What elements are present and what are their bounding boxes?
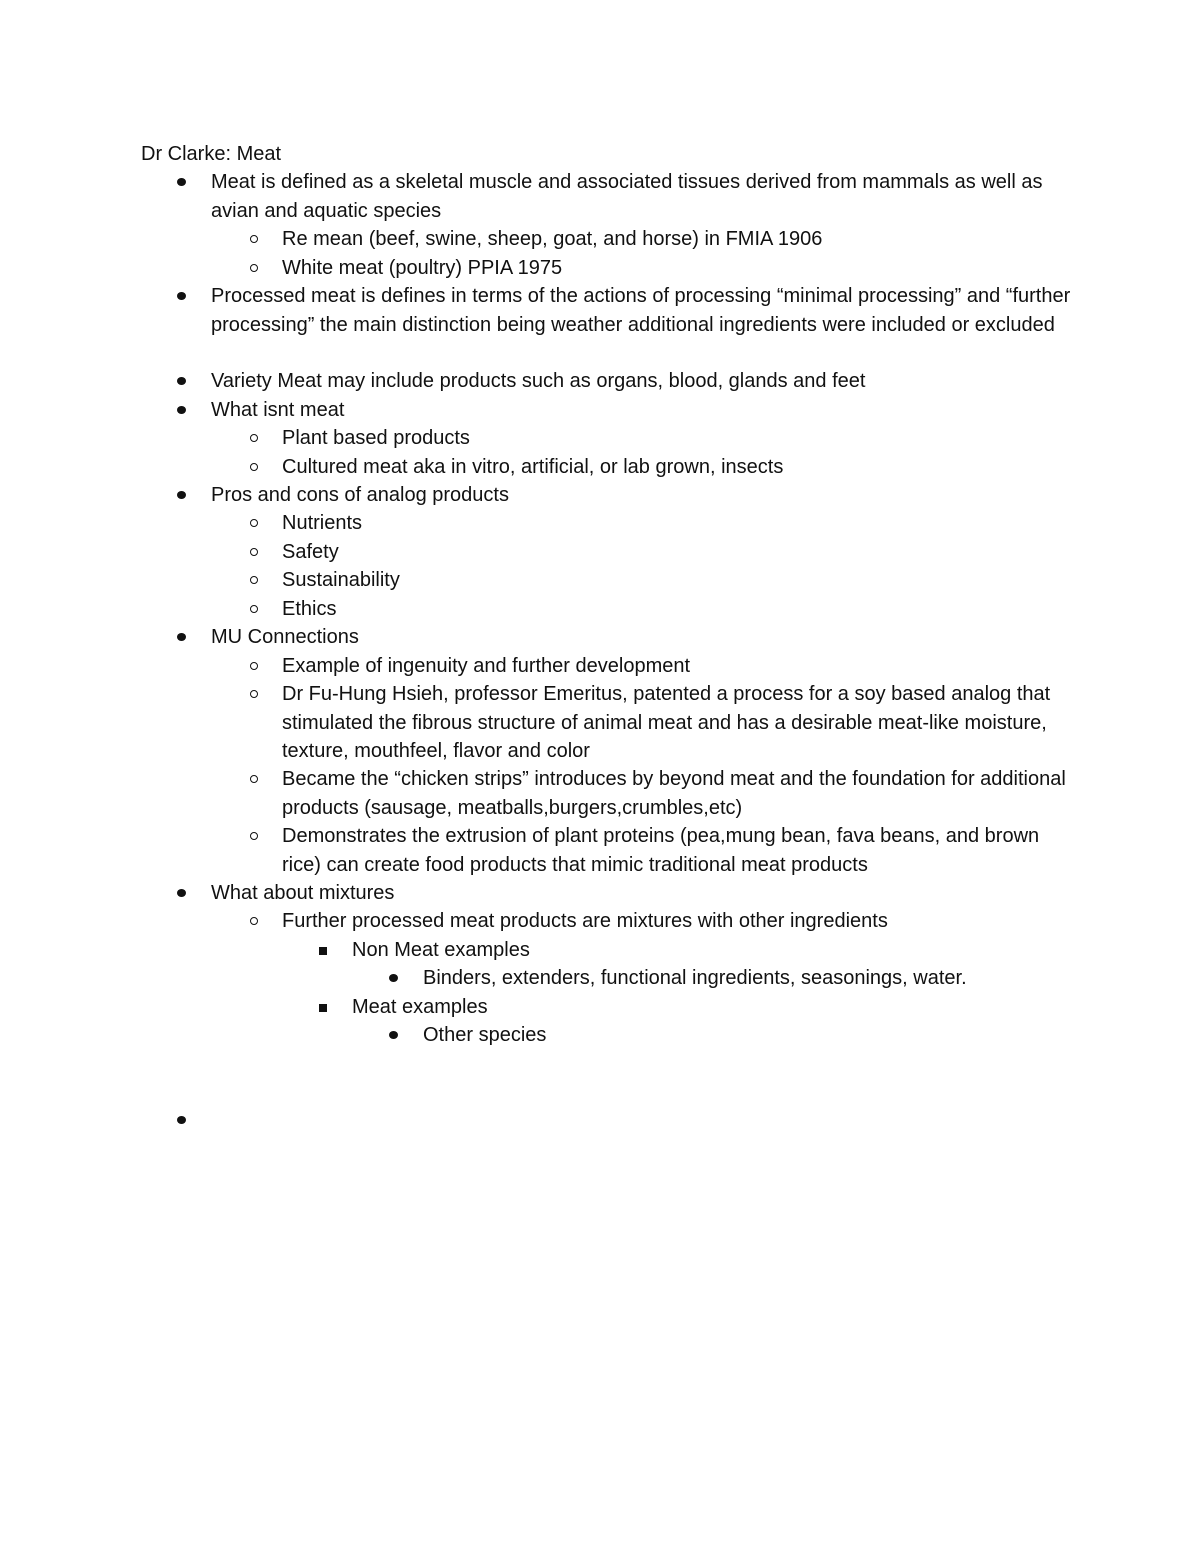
list-item-text: Meat examples: [352, 996, 488, 1018]
list-item-text: Cultured meat aka in vitro, artificial, or lab grown, insects: [282, 456, 784, 478]
list-item-text: Plant based products: [282, 427, 470, 449]
list-item: [211, 623, 1071, 652]
list-item: [211, 282, 1071, 339]
bullet-disc-icon: [389, 1031, 398, 1039]
bullet-circle-icon: [250, 917, 258, 925]
list-item: [282, 509, 1072, 538]
list-item: [352, 993, 1072, 1022]
bullet-circle-icon: [250, 463, 258, 471]
bullet-circle-icon: [250, 662, 258, 670]
list-item: [282, 566, 1072, 595]
bullet-circle-icon: [250, 434, 258, 442]
list-item: [211, 481, 1071, 510]
bullet-disc-icon: [177, 178, 186, 186]
document-title: Dr Clarke: Meat: [141, 143, 282, 165]
bullet-circle-icon: [250, 576, 258, 584]
list-item: [282, 595, 1072, 624]
list-item-text: Sustainability: [282, 569, 400, 591]
list-item-text: What isnt meat: [211, 399, 345, 421]
list-item: [282, 254, 1072, 283]
list-item-text: Variety Meat may include products such as organs, blood, glands and feet: [211, 370, 866, 392]
list-item-text: Safety: [282, 541, 339, 563]
bullet-circle-icon: [250, 775, 258, 783]
list-item-text: Further processed meat products are mixtures with other ingredients: [282, 910, 888, 932]
list-item-text: Other species: [423, 1024, 547, 1046]
list-item: [423, 964, 1083, 993]
list-item-text: Nutrients: [282, 512, 363, 534]
bullet-circle-icon: [250, 519, 258, 527]
bullet-disc-icon: [177, 633, 186, 641]
bullet-square-icon: [319, 947, 327, 955]
list-item: [211, 168, 1071, 225]
bullet-disc-icon: [389, 974, 398, 982]
list-item: [282, 765, 1072, 822]
list-item-text: Non Meat examples: [352, 939, 530, 961]
bullet-circle-icon: [250, 548, 258, 556]
list-item: [282, 225, 1072, 254]
list-item-text: Pros and cons of analog products: [211, 484, 509, 506]
list-item: [211, 396, 1071, 425]
list-item: [282, 822, 1072, 879]
list-item-text: What about mixtures: [211, 882, 395, 904]
list-item: [282, 907, 1072, 936]
bullet-circle-icon: [250, 264, 258, 272]
list-item: [282, 424, 1072, 453]
bullet-disc-icon: [177, 292, 186, 300]
list-item-text: MU Connections: [211, 626, 359, 648]
list-item: [211, 367, 1071, 396]
list-item-text: Example of ingenuity and further development: [282, 655, 691, 677]
list-item: [352, 936, 1072, 965]
list-item-text: Binders, extenders, functional ingredients, seasonings, water.: [423, 967, 967, 989]
bullet-disc-icon: [177, 377, 186, 385]
bullet-circle-icon: [250, 605, 258, 613]
list-item: [211, 879, 1071, 908]
list-item-text: Meat is defined as a skeletal muscle and associated tissues derived from mammals as well as avian and aquatic species: [211, 171, 1043, 222]
list-item-text: Demonstrates the extrusion of plant proteins (pea,mung bean, fava beans, and brown rice) can create food products that mimic traditional meat products: [282, 825, 1040, 876]
list-item-text: White meat (poultry) PPIA 1975: [282, 257, 563, 279]
list-item: [282, 680, 1072, 766]
list-item: [282, 453, 1072, 482]
bullet-disc-icon: [177, 491, 186, 499]
bullet-circle-icon: [250, 832, 258, 840]
list-item-text: Re mean (beef, swine, sheep, goat, and horse) in FMIA 1906: [282, 228, 823, 250]
list-item-text: Became the “chicken strips” introduces by beyond meat and the foundation for additional products (sausage, meatballs,burgers,crumbles,etc): [282, 768, 1066, 819]
bullet-disc-icon: [177, 889, 186, 897]
list-item: [423, 1021, 1083, 1050]
bullet-circle-icon: [250, 235, 258, 243]
bullet-disc-icon: [177, 1116, 186, 1124]
list-item: [282, 652, 1072, 681]
bullet-disc-icon: [177, 406, 186, 414]
bullet-square-icon: [319, 1004, 327, 1012]
list-item-text: Processed meat is defines in terms of the actions of processing “minimal processing” and “further processing” the main distinction being weather additional ingredients were included or excluded: [211, 285, 1071, 336]
list-item-text: Ethics: [282, 598, 337, 620]
list-item: [282, 538, 1072, 567]
list-item-text: Dr Fu-Hung Hsieh, professor Emeritus, patented a process for a soy based analog that stimulated the fibrous structure of animal meat and has a desirable meat-like moisture, texture, mouthfeel, flavor and color: [282, 683, 1051, 762]
bullet-circle-icon: [250, 690, 258, 698]
